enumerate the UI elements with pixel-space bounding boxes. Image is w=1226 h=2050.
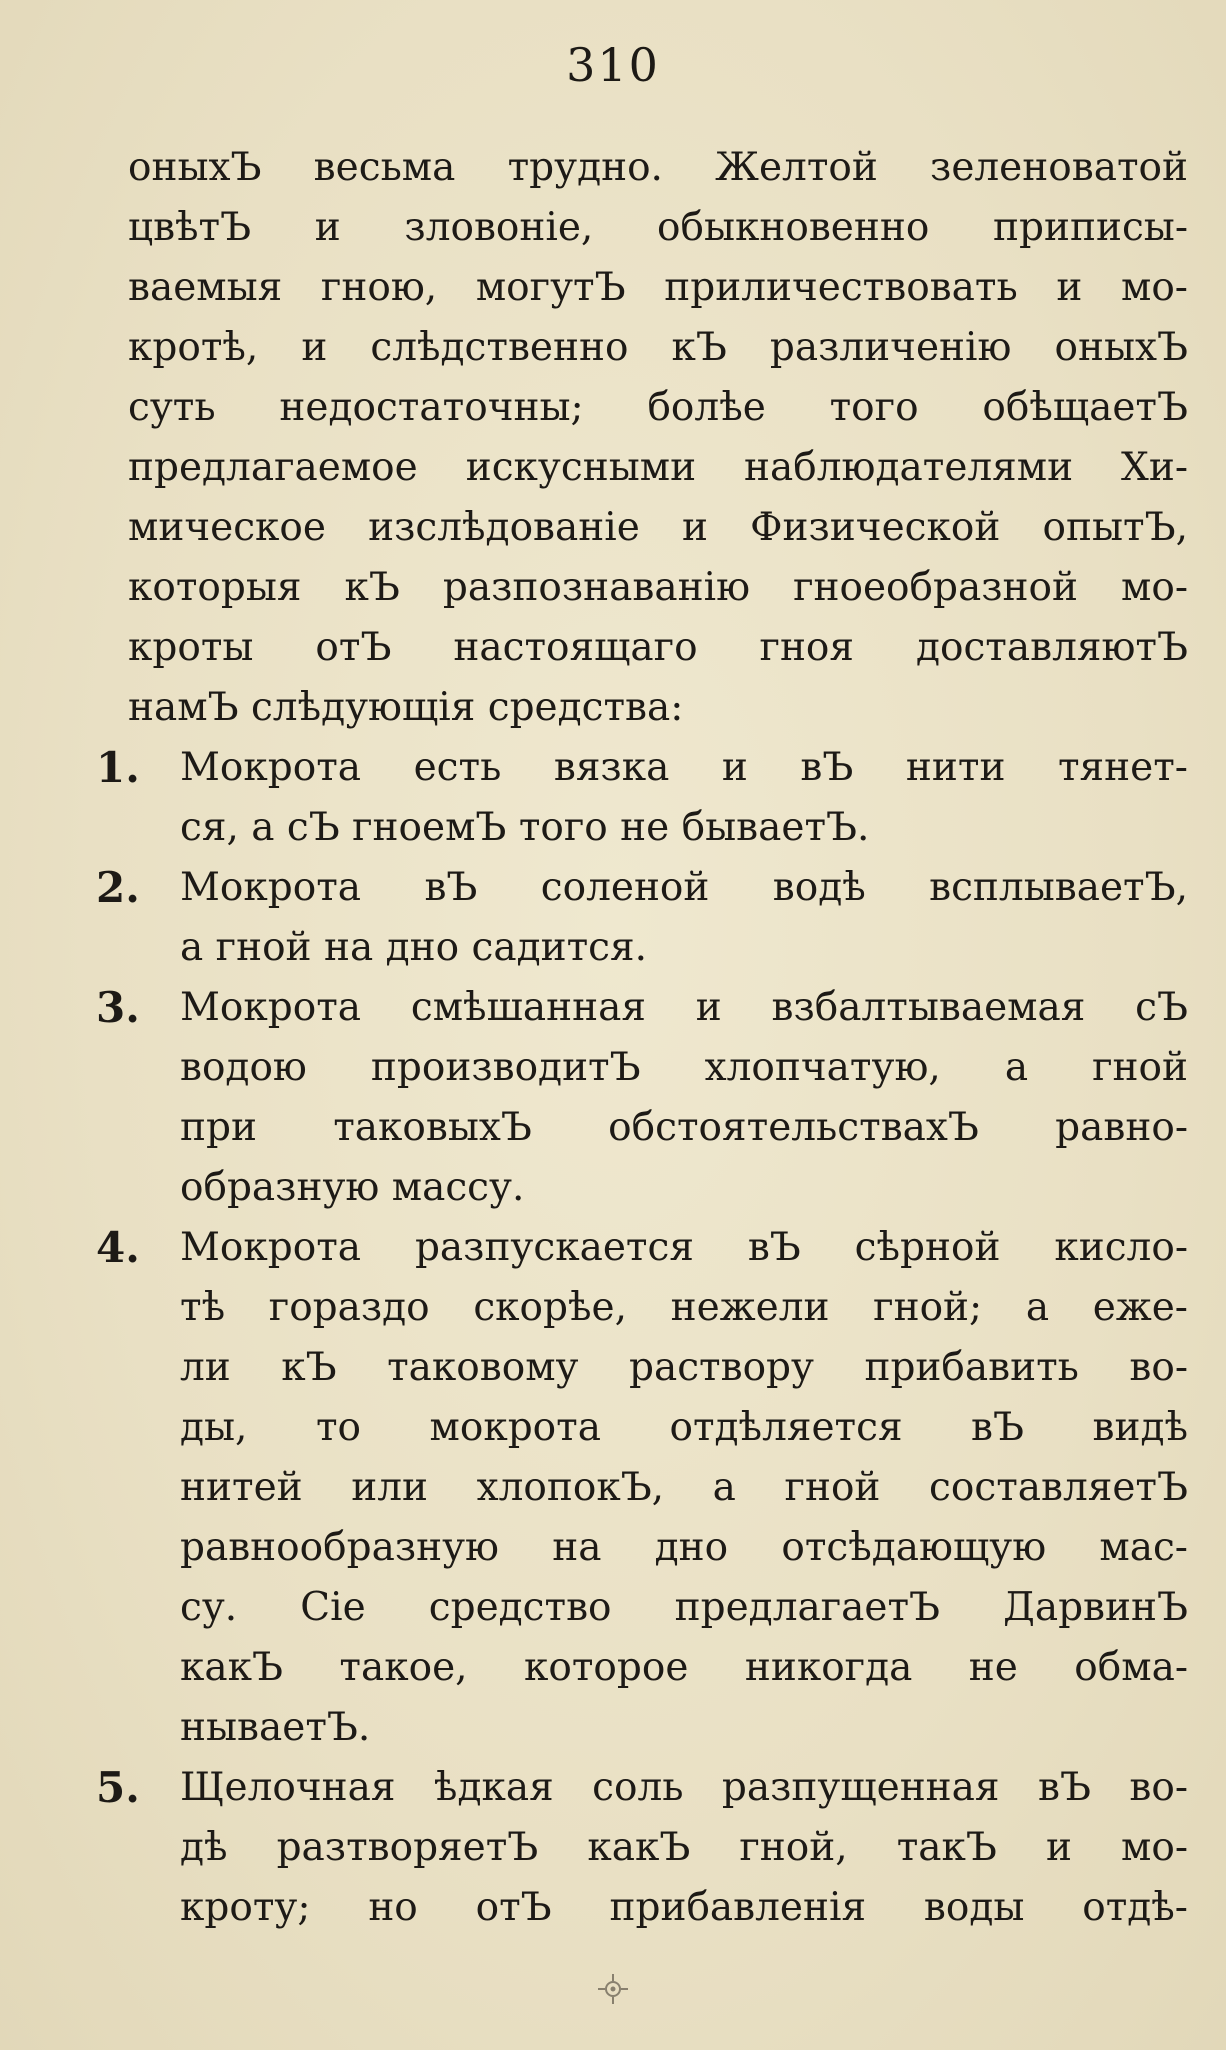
text-line: Щелочная ѣдкая соль разпущенная вЪ во- [180,1765,1188,1810]
text-line: ся, а сЪ гноемЪ того не бываетЪ. [180,805,870,850]
text-line: какЪ такое, которое никогда не обма- [180,1645,1188,1690]
printer-ornament-icon [596,1972,630,2006]
text-line: ды, то мокрота отдѣляется вЪ видѣ [180,1405,1188,1450]
list-item-3 [96,978,1188,1218]
text-line: образную массу. [180,1165,525,1210]
text-line: Мокрота вЪ соленой водѣ всплываетЪ, [180,865,1188,910]
list-item-1 [96,738,1188,858]
text-line: ваемыя гною, могутЪ приличествовать и мо- [128,265,1188,310]
list-item-2 [96,858,1188,978]
item-number: 4. [96,1223,140,1272]
text-line: цвѣтЪ и зловоніе, обыкновенно приписы- [128,205,1188,250]
text-line: кроты отЪ настоящаго гноя доставляютЪ [128,625,1188,670]
list-item-4 [96,1218,1188,1758]
text-line: суть недостаточны; болѣе того обѣщаетЪ [128,385,1188,430]
text-line: Мокрота разпускается вЪ сѣрной кисло- [180,1225,1188,1270]
list-item-5 [96,1758,1188,1938]
text-line: Мокрота есть вязка и вЪ нити тянет- [180,745,1188,790]
text-line: которыя кЪ разпознаванію гноеобразной мо- [128,565,1188,610]
text-line: при таковыхЪ обстоятельствахЪ равно- [180,1105,1188,1150]
item-number: 3. [96,983,140,1032]
item-number: 1. [96,743,140,792]
text-line: оныхЪ весьма трудно. Желтой зеленоватой [128,145,1188,190]
item-number: 5. [96,1763,140,1812]
item-number: 2. [96,863,140,912]
text-line: водою производитЪ хлопчатую, а гной [180,1045,1188,1090]
text-line: нываетЪ. [180,1705,371,1750]
text-line: кротѣ, и слѣдственно кЪ различенію оныхЪ [128,325,1188,370]
intro-paragraph [128,138,1188,738]
text-block [96,138,1188,1938]
text-line: дѣ разтворяетЪ какЪ гной, такЪ и мо- [180,1825,1188,1870]
text-line: предлагаемое искусными наблюдателями Хи- [128,445,1188,490]
text-line: су. Сіе средство предлагаетЪ ДарвинЪ [180,1585,1188,1630]
text-line: Мокрота смѣшанная и взбалтываемая сЪ [180,985,1188,1030]
text-line: кроту; но отЪ прибавленія воды отдѣ- [180,1885,1188,1930]
text-line: ли кЪ таковому раствору прибавить во- [180,1345,1188,1390]
text-line: а гной на дно садится. [180,925,647,970]
text-line: мическое изслѣдованіе и Физической опытЪ, [128,505,1188,550]
page-number: 310 [566,38,660,92]
text-line: тѣ гораздо скорѣе, нежели гной; а еже- [180,1285,1188,1330]
text-line: нитей или хлопокЪ, а гной составляетЪ [180,1465,1188,1510]
text-line: равнообразную на дно отсѣдающую мас- [180,1525,1188,1570]
text-line: намЪ слѣдующія средства: [128,685,684,730]
